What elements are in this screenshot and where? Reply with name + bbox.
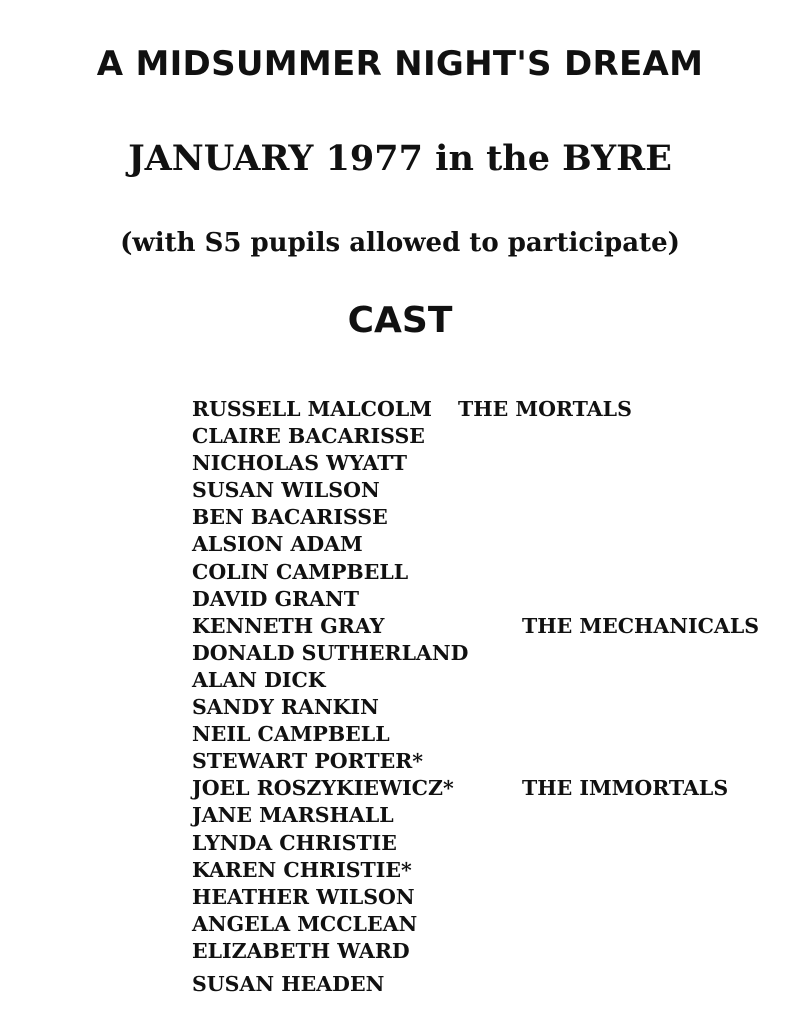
actor-name: ANGELA MCCLEAN <box>192 911 418 936</box>
group-label-mortals: THE MORTALS <box>458 397 632 421</box>
actor-name: RUSSELL MALCOLM <box>192 397 432 421</box>
cast-row <box>192 423 792 450</box>
participation-note: (with S5 pupils allowed to participate) <box>120 228 680 258</box>
actor-name: DAVID GRANT <box>192 586 360 611</box>
cast-row <box>192 971 792 998</box>
cast-row <box>192 721 792 748</box>
actor-name: SUSAN WILSON <box>192 478 380 503</box>
actor-name: JOEL ROSZYKIEWICZ* <box>192 776 454 801</box>
actor-name: DONALD SUTHERLAND <box>192 640 469 665</box>
actor-name: COLIN CAMPBELL <box>192 559 409 584</box>
actor-name: BEN BACARISSE <box>192 505 388 530</box>
actor-name: ALAN DICK <box>192 667 326 692</box>
actor-name: JANE MARSHALL <box>192 803 394 828</box>
cast-row <box>192 559 792 586</box>
cast-row <box>192 640 792 667</box>
group-label-mechanicals: THE MECHANICALS <box>522 613 760 638</box>
actor-name: NEIL CAMPBELL <box>192 722 390 747</box>
cast-row <box>192 884 792 911</box>
performance-date: JANUARY 1977 in the BYRE <box>128 138 672 179</box>
actor-name: KENNETH GRAY <box>192 613 385 638</box>
cast-list <box>192 396 792 998</box>
actor-name: LYNDA CHRISTIE <box>192 830 397 855</box>
cast-row <box>192 667 792 694</box>
cast-row <box>192 830 792 857</box>
cast-row <box>192 531 792 558</box>
actor-name: KAREN CHRISTIE* <box>192 857 412 882</box>
cast-row <box>192 396 792 423</box>
group-label-immortals: THE IMMORTALS <box>522 776 729 801</box>
actor-name: STEWART PORTER* <box>192 749 423 774</box>
cast-row <box>192 477 792 504</box>
actor-name: SANDY RANKIN <box>192 695 379 720</box>
cast-row <box>192 775 792 802</box>
actor-name: HEATHER WILSON <box>192 884 415 909</box>
cast-row <box>192 802 792 829</box>
cast-row <box>192 694 792 721</box>
actor-name: CLAIRE BACARISSE <box>192 424 425 449</box>
cast-row <box>192 504 792 531</box>
actor-name: SUSAN HEADEN <box>192 971 385 996</box>
actor-name: ALSION ADAM <box>192 532 363 557</box>
play-title: A MIDSUMMER NIGHT'S DREAM <box>96 44 704 84</box>
cast-row <box>192 938 792 965</box>
actor-name: NICHOLAS WYATT <box>192 451 408 476</box>
cast-row <box>192 748 792 775</box>
cast-row <box>192 613 792 640</box>
cast-heading: CAST <box>347 300 453 341</box>
cast-row <box>192 857 792 884</box>
actor-name: ELIZABETH WARD <box>192 938 410 963</box>
cast-row <box>192 586 792 613</box>
cast-row <box>192 911 792 938</box>
cast-row <box>192 450 792 477</box>
